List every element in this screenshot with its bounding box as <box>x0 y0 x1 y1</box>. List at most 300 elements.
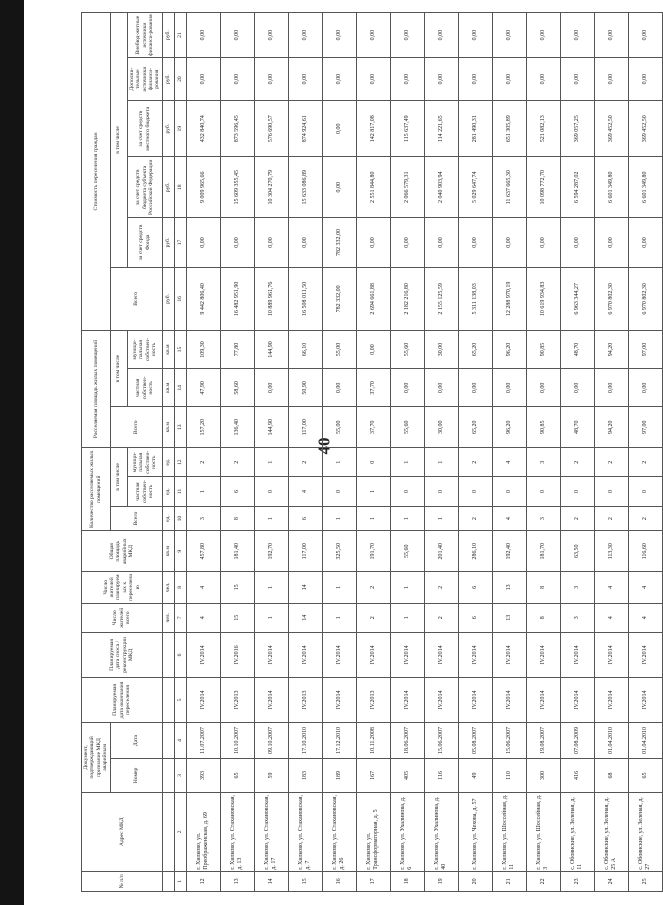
table-cell: 10 098 772,70 <box>526 157 560 218</box>
column-number: 7 <box>174 603 186 632</box>
table-cell: 369 452,50 <box>628 101 662 157</box>
table-cell: 0,00 <box>458 13 492 58</box>
column-number: 19 <box>174 101 186 157</box>
table-cell: 0 <box>254 477 288 506</box>
table-cell: 10.11.2008 <box>356 723 390 759</box>
table-cell: 5 311 138,03 <box>458 267 492 330</box>
table-cell: 4 <box>186 603 220 632</box>
table-cell: 49 <box>458 759 492 793</box>
hdr-total-area: Общая площадь аварийных МКД <box>82 531 163 572</box>
table-cell: IV.2014 <box>594 677 628 722</box>
table-cell: 30,00 <box>424 330 458 368</box>
table-cell: 3 <box>526 506 560 531</box>
table-cell: 0 <box>628 477 662 506</box>
hdr-plan-date: Планируемая дата окончания переселения <box>82 677 163 722</box>
table-cell: 0 <box>492 477 526 506</box>
table-cell: 1 <box>254 506 288 531</box>
hdr-doc-num: Номер <box>110 759 162 793</box>
table-cell: 96,20 <box>492 407 526 448</box>
hdr-area-private: частная собствен-ность <box>127 369 162 407</box>
hdr-n: № п/п <box>82 871 163 891</box>
table-cell: 8 <box>526 603 560 632</box>
table-cell: 37,70 <box>356 407 390 448</box>
table-cell: 9 442 806,40 <box>186 267 220 330</box>
column-number: 9 <box>174 531 186 572</box>
table-cell: 55,00 <box>322 330 356 368</box>
table-cell: 07.08.2009 <box>560 723 594 759</box>
table-cell: 0,00 <box>424 218 458 268</box>
table-cell: IV.2014 <box>458 677 492 722</box>
table-cell: 144,90 <box>254 407 288 448</box>
table-cell: 20 <box>458 871 492 891</box>
hdr-doc-date: Дата <box>110 723 162 759</box>
table-cell: 22 <box>526 871 560 891</box>
table-cell: 17.12.2010 <box>322 723 356 759</box>
table-cell: 0,00 <box>356 58 390 101</box>
table-cell: 58,60 <box>220 369 254 407</box>
table-row <box>390 13 424 892</box>
table-cell: 0,00 <box>526 218 560 268</box>
page-number: 40 <box>314 437 334 455</box>
table-cell: 8 <box>526 572 560 604</box>
table-cell: 2 <box>594 506 628 531</box>
table-cell: 68 <box>594 759 628 793</box>
table-cell: 1 <box>390 448 424 477</box>
table-cell: IV.2014 <box>424 677 458 722</box>
table-cell: 6 970 802,30 <box>628 267 662 330</box>
table-cell: 48,70 <box>560 330 594 368</box>
table-cell: 874 924,61 <box>288 101 322 157</box>
table-cell: 521 082,13 <box>526 101 560 157</box>
table-row <box>186 13 220 892</box>
table-cell: 65,20 <box>458 330 492 368</box>
table-cell: 6 <box>458 572 492 604</box>
table-cell: 90,85 <box>526 407 560 448</box>
table-cell: 393 <box>186 759 220 793</box>
table-cell: 16 508 011,50 <box>288 267 322 330</box>
table-cell: IV.2014 <box>390 677 424 722</box>
table-cell: 19.08.2007 <box>526 723 560 759</box>
table-cell: 30,00 <box>424 407 458 448</box>
table-cell: 1 <box>356 506 390 531</box>
table-cell: 12 <box>186 871 220 891</box>
table-cell: IV.2014 <box>594 632 628 677</box>
table-cell: 651 305,89 <box>492 101 526 157</box>
column-number: 5 <box>174 677 186 722</box>
table-cell: 4 <box>492 506 526 531</box>
table-row <box>322 13 356 892</box>
table-cell: 13 <box>220 871 254 891</box>
column-number: 15 <box>174 330 186 368</box>
table-cell: 19 <box>424 871 458 891</box>
table-cell: 0,00 <box>594 218 628 268</box>
table-cell: 0 <box>424 477 458 506</box>
table-cell: 63,50 <box>560 531 594 572</box>
column-number: 20 <box>174 58 186 101</box>
table-cell: 457,80 <box>186 531 220 572</box>
units-row: чел. чел. кв.м ед. ед. ед. кв.м кв.м кв.м руб. руб. руб. руб. руб. руб. <box>162 13 174 892</box>
table-cell: IV.2014 <box>322 677 356 722</box>
table-cell: 2 <box>220 448 254 477</box>
table-row <box>220 13 254 892</box>
table-cell: 0,00 <box>560 13 594 58</box>
table-cell: 369 452,50 <box>594 101 628 157</box>
table-cell: IV.2014 <box>186 677 220 722</box>
table-cell: 136,40 <box>220 407 254 448</box>
table-cell: 0,00 <box>560 58 594 101</box>
table-cell: IV.2014 <box>356 632 390 677</box>
table-cell: 0,00 <box>458 58 492 101</box>
table-cell: 96,20 <box>492 330 526 368</box>
table-cell: 1 <box>424 506 458 531</box>
column-number: 10 <box>174 506 186 531</box>
table-cell: IV.2014 <box>560 677 594 722</box>
table-cell: с. Обоянские, ул. Зеленая, д. 25 А <box>594 792 628 871</box>
table-cell: 11 637 665,30 <box>492 157 526 218</box>
table-cell: 1 <box>254 603 288 632</box>
table-cell: 2 <box>458 448 492 477</box>
table-cell: 325,50 <box>322 531 356 572</box>
table-cell: 65,20 <box>458 407 492 448</box>
table-cell: 0,00 <box>322 101 356 157</box>
table-cell: 2 155 125,59 <box>424 267 458 330</box>
table-cell: IV.2014 <box>390 632 424 677</box>
column-number: 13 <box>174 407 186 448</box>
table-row <box>628 13 662 892</box>
table-cell: 5 029 647,74 <box>458 157 492 218</box>
table-cell: 6 <box>458 603 492 632</box>
table-row <box>254 13 288 892</box>
table-cell: IV.2014 <box>288 632 322 677</box>
hdr-area: Расселяемая площадь жилых помещений <box>82 330 111 447</box>
hdr-rooms-incl: в том числе <box>110 448 127 507</box>
table-cell: 97,00 <box>628 407 662 448</box>
hdr-residents-plan: Число жителей планируемых к переселению <box>82 572 163 604</box>
table-cell: 6 <box>288 506 322 531</box>
table-cell: IV.2014 <box>628 632 662 677</box>
table-cell: 01.04.2010 <box>594 723 628 759</box>
table-cell: г. Хилково, ул. Стахановская, д. 26 <box>322 792 356 871</box>
table-cell: 1 <box>322 572 356 604</box>
table-cell: 0,00 <box>628 369 662 407</box>
table-cell: 576 690,57 <box>254 101 288 157</box>
table-cell: 14 <box>288 572 322 604</box>
table-cell: 0,00 <box>594 13 628 58</box>
table-cell: 167 <box>356 759 390 793</box>
table-cell: 1 <box>322 506 356 531</box>
hdr-area-municipal: муници-пальная собствен-ность <box>127 330 162 368</box>
table-cell: 0,00 <box>390 58 424 101</box>
table-cell: 2 <box>628 448 662 477</box>
table-cell: 37,70 <box>356 369 390 407</box>
table-cell: г. Хилково, ул. Ухалинова, д. 40 <box>424 792 458 871</box>
table-cell: 0,00 <box>390 218 424 268</box>
hdr-plan-demo: Планируемая дата сноса /реконструкции МКД <box>82 632 163 677</box>
hdr-rooms: Количество расселяемых жилых помещений <box>82 448 111 531</box>
table-row <box>492 13 526 892</box>
table-cell: 0,00 <box>322 13 356 58</box>
table-cell: 2 551 844,80 <box>356 157 390 218</box>
table-cell: 16 <box>322 871 356 891</box>
table-cell: 0,00 <box>322 157 356 218</box>
table-cell: 0,00 <box>390 13 424 58</box>
table-cell: 281 490,31 <box>458 101 492 157</box>
table-cell: 142 817,08 <box>356 101 390 157</box>
table-cell: 2 <box>560 448 594 477</box>
table-cell: 4 <box>492 448 526 477</box>
table-cell: 286,10 <box>458 531 492 572</box>
column-number: 6 <box>174 632 186 677</box>
table-cell: 110 <box>492 759 526 793</box>
table-cell: 0,00 <box>254 369 288 407</box>
table-cell: 4 <box>594 603 628 632</box>
table-cell: 201,40 <box>424 531 458 572</box>
table-cell: 782 332,00 <box>322 218 356 268</box>
table-cell: г. Хилково, ул. Шоссейная, д. 11 <box>492 792 526 871</box>
hdr-cost-extra2: Внебюд-жетные источники финанси-рования <box>127 13 162 58</box>
table-cell: 3 <box>526 448 560 477</box>
table-cell: 55,60 <box>390 330 424 368</box>
table-cell: 0,00 <box>492 58 526 101</box>
table-cell: 0,00 <box>594 58 628 101</box>
table-cell: IV.2014 <box>322 632 356 677</box>
table-cell: 17 <box>356 871 390 891</box>
table-cell: 0,00 <box>254 218 288 268</box>
table-cell: 0,00 <box>356 13 390 58</box>
table-cell: 300 <box>526 759 560 793</box>
table-cell: 0,00 <box>390 369 424 407</box>
table-cell: 6 601 349,80 <box>628 157 662 218</box>
table-cell: г. Хилково, ул. Ухалинова, д. 6 <box>390 792 424 871</box>
table-cell: 2 <box>458 506 492 531</box>
table-cell: 21 <box>492 871 526 891</box>
hdr-area-total: Всего <box>110 407 162 448</box>
table-cell: г. Хилково, ул. Шоссейная, д. 3 <box>526 792 560 871</box>
table-cell: с. Обоянские, ул. Зеленая, д. 11 <box>560 792 594 871</box>
table-cell: 0,00 <box>424 58 458 101</box>
column-number: 11 <box>174 477 186 506</box>
table-cell: 2 040 903,94 <box>424 157 458 218</box>
column-number: 1 <box>174 871 186 891</box>
table-cell: 2 <box>560 506 594 531</box>
table-cell: 369 057,25 <box>560 101 594 157</box>
column-number: 18 <box>174 157 186 218</box>
hdr-doc: Документ, подтверждающий признание МКД аварийным <box>82 723 111 793</box>
table-cell: IV.2013 <box>356 677 390 722</box>
table-row <box>594 13 628 892</box>
table-cell: 9 009 965,66 <box>186 157 220 218</box>
table-cell: 15.06.2007 <box>424 723 458 759</box>
table-cell: 144,90 <box>254 330 288 368</box>
table-cell: 10 304 270,79 <box>254 157 288 218</box>
table-cell: с. Обоянские, ул. Зеленая, д. 27 <box>628 792 662 871</box>
table-cell: 6 970 802,30 <box>594 267 628 330</box>
table-cell: 0,00 <box>492 369 526 407</box>
table-cell: 1 <box>424 448 458 477</box>
table-cell: 0,00 <box>356 330 390 368</box>
column-number: 2 <box>174 792 186 871</box>
rotated-table-sheet <box>81 12 652 892</box>
table-cell: г. Хилково, ул. Стахановская, д. 17 <box>254 792 288 871</box>
table-cell: 2 <box>356 603 390 632</box>
table-cell: 0,00 <box>424 13 458 58</box>
table-cell: 0,00 <box>220 13 254 58</box>
table-cell: 6 <box>220 477 254 506</box>
table-cell: 0,00 <box>220 58 254 101</box>
table-cell: 14 <box>288 603 322 632</box>
table-cell: 2 <box>424 572 458 604</box>
table-cell: 2 694 661,88 <box>356 267 390 330</box>
table-cell: 1 <box>322 603 356 632</box>
table-cell: IV.2014 <box>628 677 662 722</box>
table-cell: г. Хилково, ул. Чехова, д. 57 <box>458 792 492 871</box>
table-cell: IV.2014 <box>526 632 560 677</box>
table-cell: 0,00 <box>492 13 526 58</box>
table-cell: 117,00 <box>288 531 322 572</box>
table-cell: 1 <box>322 448 356 477</box>
table-cell: 59 <box>254 759 288 793</box>
table-cell: 66,10 <box>288 330 322 368</box>
table-cell: 0,00 <box>628 58 662 101</box>
table-cell: IV.2014 <box>186 632 220 677</box>
table-cell: 05.08.2007 <box>458 723 492 759</box>
table-cell: 0,00 <box>288 13 322 58</box>
hdr-cost-local: за счет средств местного бюджета <box>127 101 162 157</box>
table-cell: 18.06.2007 <box>390 723 424 759</box>
column-number: 17 <box>174 218 186 268</box>
column-number: 3 <box>174 759 186 793</box>
table-cell: IV.2014 <box>492 632 526 677</box>
column-number: 4 <box>174 723 186 759</box>
table-cell: 55,00 <box>322 407 356 448</box>
column-number: 21 <box>174 13 186 58</box>
hdr-area-incl: в том числе <box>110 330 127 407</box>
table-cell: 116,60 <box>628 531 662 572</box>
table-cell: 0,00 <box>288 218 322 268</box>
table-cell: 183 <box>288 759 322 793</box>
table-cell: 0 <box>526 477 560 506</box>
table-cell: 416 <box>560 759 594 793</box>
table-cell: 2 <box>424 603 458 632</box>
column-number: 12 <box>174 448 186 477</box>
table-cell: IV.2014 <box>492 677 526 722</box>
table-cell: 13 <box>492 603 526 632</box>
table-row <box>424 13 458 892</box>
table-cell: 1 <box>186 477 220 506</box>
table-cell: 55,60 <box>390 531 424 572</box>
table-cell: 1 <box>390 572 424 604</box>
table-cell: 4 <box>594 572 628 604</box>
table-cell: 15 <box>288 871 322 891</box>
table-cell: 0,00 <box>186 13 220 58</box>
table-cell: 8 <box>220 506 254 531</box>
table-cell: 3 <box>560 603 594 632</box>
table-cell: 4 <box>186 572 220 604</box>
table-cell: 873 596,45 <box>220 101 254 157</box>
hdr-cost-region: за счет средств бюджета субъекта Российской Федерации <box>127 157 162 218</box>
table-cell: 10 889 961,76 <box>254 267 288 330</box>
table-cell: 0,00 <box>186 218 220 268</box>
table-cell: 47,90 <box>186 369 220 407</box>
table-cell: IV.2014 <box>254 677 288 722</box>
table-cell: 117,00 <box>288 407 322 448</box>
table-cell: 16 482 951,90 <box>220 267 254 330</box>
table-cell: 0,00 <box>526 13 560 58</box>
table-row <box>560 13 594 892</box>
table-cell: 2 <box>356 572 390 604</box>
table-cell: 192,70 <box>254 531 288 572</box>
table-cell: 0,00 <box>560 369 594 407</box>
table-cell: 25 <box>628 871 662 891</box>
table-cell: 12 288 970,19 <box>492 267 526 330</box>
table-cell: 0,00 <box>628 218 662 268</box>
table-cell: IV.2014 <box>560 632 594 677</box>
table-cell: 113,30 <box>594 531 628 572</box>
table-cell: IV.2013 <box>288 677 322 722</box>
table-cell: 65 <box>628 759 662 793</box>
table-cell: 23 <box>560 871 594 891</box>
table-cell: 782 332,00 <box>322 267 356 330</box>
table-row <box>288 13 322 892</box>
hdr-cost-fund: за счет средств Фонда <box>127 218 162 268</box>
table-cell: IV.2014 <box>526 677 560 722</box>
table-cell: 192,40 <box>492 531 526 572</box>
table-cell: 77,80 <box>220 330 254 368</box>
table-cell: 97,00 <box>628 330 662 368</box>
table-cell: IV.2014 <box>254 632 288 677</box>
column-number-row <box>174 13 186 892</box>
table-cell: 1 <box>254 448 288 477</box>
table-cell: 0,00 <box>560 218 594 268</box>
table-cell: 94,20 <box>594 407 628 448</box>
table-cell: 4 <box>628 572 662 604</box>
table-cell: 2 <box>628 506 662 531</box>
table-cell: 432 840,74 <box>186 101 220 157</box>
column-number: 16 <box>174 267 186 330</box>
table-cell: 0 <box>560 477 594 506</box>
table-cell: 0 <box>356 448 390 477</box>
table-cell: 24 <box>594 871 628 891</box>
hdr-rooms-municipal: муници-пальная собствен-ность <box>127 448 162 477</box>
table-cell: 0,00 <box>526 369 560 407</box>
table-cell: 2 <box>288 448 322 477</box>
table-cell: 0 <box>594 477 628 506</box>
table-cell: 1 <box>356 477 390 506</box>
table-cell: 55,60 <box>390 407 424 448</box>
table-cell: 0,00 <box>288 58 322 101</box>
table-cell: 0,00 <box>594 369 628 407</box>
table-cell: 0,00 <box>322 58 356 101</box>
table-cell: 0,00 <box>322 369 356 407</box>
hdr-cost-extra: Дополни-тельные источники финанси-рования <box>127 58 162 101</box>
table-cell: 157,20 <box>186 407 220 448</box>
table-cell: 181,40 <box>220 531 254 572</box>
table-cell: 2 182 216,80 <box>390 267 424 330</box>
table-cell: г. Хилково, ул. Стахановская, д. 7 <box>288 792 322 871</box>
resettlement-table <box>81 12 663 892</box>
table-cell: IV.2013 <box>220 677 254 722</box>
hdr-cost: Стоимость переселения граждан <box>82 13 111 331</box>
table-cell: 6 594 287,02 <box>560 157 594 218</box>
table-cell: 13 <box>492 572 526 604</box>
table-row <box>356 13 390 892</box>
table-cell: 191,70 <box>356 531 390 572</box>
table-cell: 11.07.2007 <box>186 723 220 759</box>
table-cell: 405 <box>390 759 424 793</box>
column-number: 8 <box>174 572 186 604</box>
table-cell: 189 <box>322 759 356 793</box>
table-cell: 0,00 <box>254 58 288 101</box>
